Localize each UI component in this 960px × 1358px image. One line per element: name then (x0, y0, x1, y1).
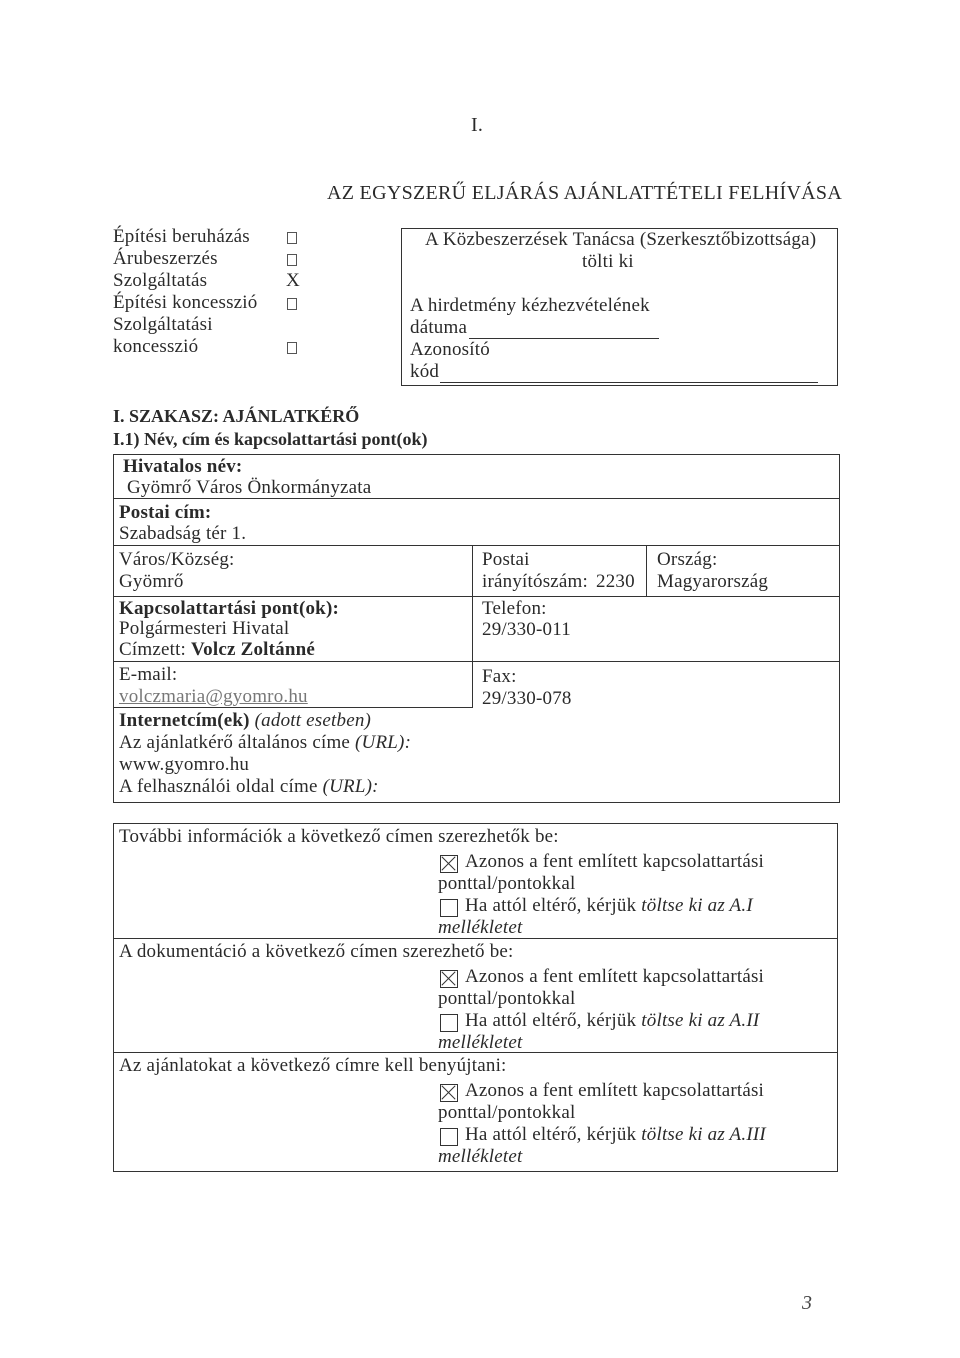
attention-row (119, 639, 315, 661)
same-address-option-line1: Azonos a fent említett kapcsolattartási (465, 966, 765, 987)
procurement-type-label: koncesszió (113, 336, 199, 357)
url-note: (URL): (355, 732, 412, 753)
same-address-option-line1: Azonos a fent említett kapcsolattartási (465, 1080, 765, 1101)
postal-address-label: Postai cím: (119, 502, 212, 523)
country: Magyarország (657, 571, 769, 592)
id-code-label-2: kód (410, 361, 440, 382)
postal-address: Szabadság tér 1. (119, 523, 247, 544)
internet-note: (adott esetben) (254, 710, 372, 731)
fax: 29/330-078 (482, 688, 572, 709)
same-address-checkbox[interactable] (440, 855, 458, 873)
attention-name: Volcz Zoltánné (191, 639, 316, 660)
divider (646, 545, 647, 596)
annex-ref: töltse ki az A.I (641, 895, 753, 916)
other-address-checkbox[interactable] (440, 1014, 458, 1032)
procurement-type-label: Szolgáltatás (113, 270, 208, 291)
procurement-type-checkbox[interactable] (287, 342, 297, 354)
procurement-type-checkbox[interactable] (287, 298, 297, 310)
phone-label: Telefon: (482, 598, 547, 619)
divider (472, 545, 473, 707)
general-address-label: Az ajánlatkérő általános címe (119, 732, 351, 753)
other-address-checkbox[interactable] (440, 1128, 458, 1146)
other-address-option-line1 (465, 895, 753, 917)
other-address-option-line1 (465, 1010, 759, 1032)
page-number: 3 (802, 1292, 812, 1314)
same-address-option-line2: ponttal/pontokkal (438, 1102, 576, 1123)
email-link[interactable]: volczmaria@gyomro.hu (119, 686, 308, 707)
other-address-option-line2: mellékletet (438, 917, 523, 938)
same-address-checkbox[interactable] (440, 970, 458, 988)
receipt-date-label-1: A hirdetmény kézhezvételének (410, 295, 650, 316)
info-question: Az ajánlatokat a következő címre kell benyújtani: (119, 1055, 507, 1076)
attention-label: Címzett: (119, 639, 187, 660)
procurement-type-label: Építési koncesszió (113, 292, 258, 313)
contact-point-label: Kapcsolattartási pont(ok): (119, 598, 339, 619)
procurement-type-checkbox[interactable] (287, 232, 297, 244)
phone: 29/330-011 (482, 619, 571, 640)
info-question: A dokumentáció a következő címen szerezhető be: (119, 941, 514, 962)
general-address[interactable]: www.gyomro.hu (119, 754, 250, 775)
url-note: (URL): (322, 776, 379, 797)
other-address-option-text: Ha attól eltérő, kérjük (465, 1010, 637, 1031)
country-label: Ország: (657, 549, 718, 570)
procurement-type-label: Építési beruházás (113, 226, 250, 247)
city-label: Város/Község: (119, 549, 235, 570)
receipt-date-label-2: dátuma (410, 317, 468, 338)
procurement-type-label: Szolgáltatási (113, 314, 213, 335)
same-address-checkbox[interactable] (440, 1084, 458, 1102)
office-box-line1: A Közbeszerzések Tanácsa (Szerkesztőbizottsága) (425, 229, 817, 250)
divider (113, 661, 840, 662)
buyer-profile-label: A felhasználói oldal címe (119, 776, 318, 797)
official-name-label: Hivatalos név: (123, 456, 243, 477)
other-address-checkbox[interactable] (440, 899, 458, 917)
other-address-option-line2: mellékletet (438, 1146, 523, 1167)
internet-label: Internetcím(ek) (119, 710, 250, 731)
annex-ref: töltse ki az A.II (641, 1010, 760, 1031)
same-address-option-line2: ponttal/pontokkal (438, 873, 576, 894)
other-address-option-line2: mellékletet (438, 1032, 523, 1053)
procurement-type-mark[interactable]: X (286, 270, 300, 291)
contact-point: Polgármesteri Hivatal (119, 618, 290, 639)
receipt-date-field[interactable] (469, 338, 659, 339)
city: Gyömrő (119, 571, 184, 592)
fax-label: Fax: (482, 666, 517, 687)
other-address-option-text: Ha attól eltérő, kérjük (465, 1124, 637, 1145)
subsection-heading: I.1) Név, cím és kapcsolattartási pont(ok) (113, 429, 428, 449)
procurement-type-label: Árubeszerzés (113, 248, 218, 269)
general-address-row (119, 732, 411, 754)
other-address-option-text: Ha attól eltérő, kérjük (465, 895, 637, 916)
internet-row (119, 710, 371, 732)
id-code-field[interactable] (440, 382, 818, 383)
buyer-profile-row (119, 776, 379, 798)
form-title: AZ EGYSZERŰ ELJÁRÁS AJÁNLATTÉTELI FELHÍVÁSA (327, 182, 843, 204)
office-box-line2: tölti ki (582, 251, 634, 272)
postal-code-label-1: Postai (482, 549, 530, 570)
email-label: E-mail: (119, 664, 178, 685)
id-code-label-1: Azonosító (410, 339, 490, 360)
official-name: Gyömrő Város Önkormányzata (127, 477, 372, 498)
same-address-option-line1: Azonos a fent említett kapcsolattartási (465, 851, 765, 872)
section-mark: I. (471, 114, 484, 136)
postal-code-label-2: irányítószám: (482, 571, 589, 592)
section-heading: I. SZAKASZ: AJÁNLATKÉRŐ (113, 406, 360, 426)
divider (113, 545, 840, 546)
other-address-option-line1 (465, 1124, 766, 1146)
same-address-option-line2: ponttal/pontokkal (438, 988, 576, 1009)
info-question: További információk a következő címen szerezhetők be: (119, 826, 559, 847)
procurement-type-checkbox[interactable] (287, 254, 297, 266)
divider (113, 596, 840, 597)
annex-ref: töltse ki az A.III (641, 1124, 766, 1145)
postal-code: 2230 (596, 571, 635, 592)
